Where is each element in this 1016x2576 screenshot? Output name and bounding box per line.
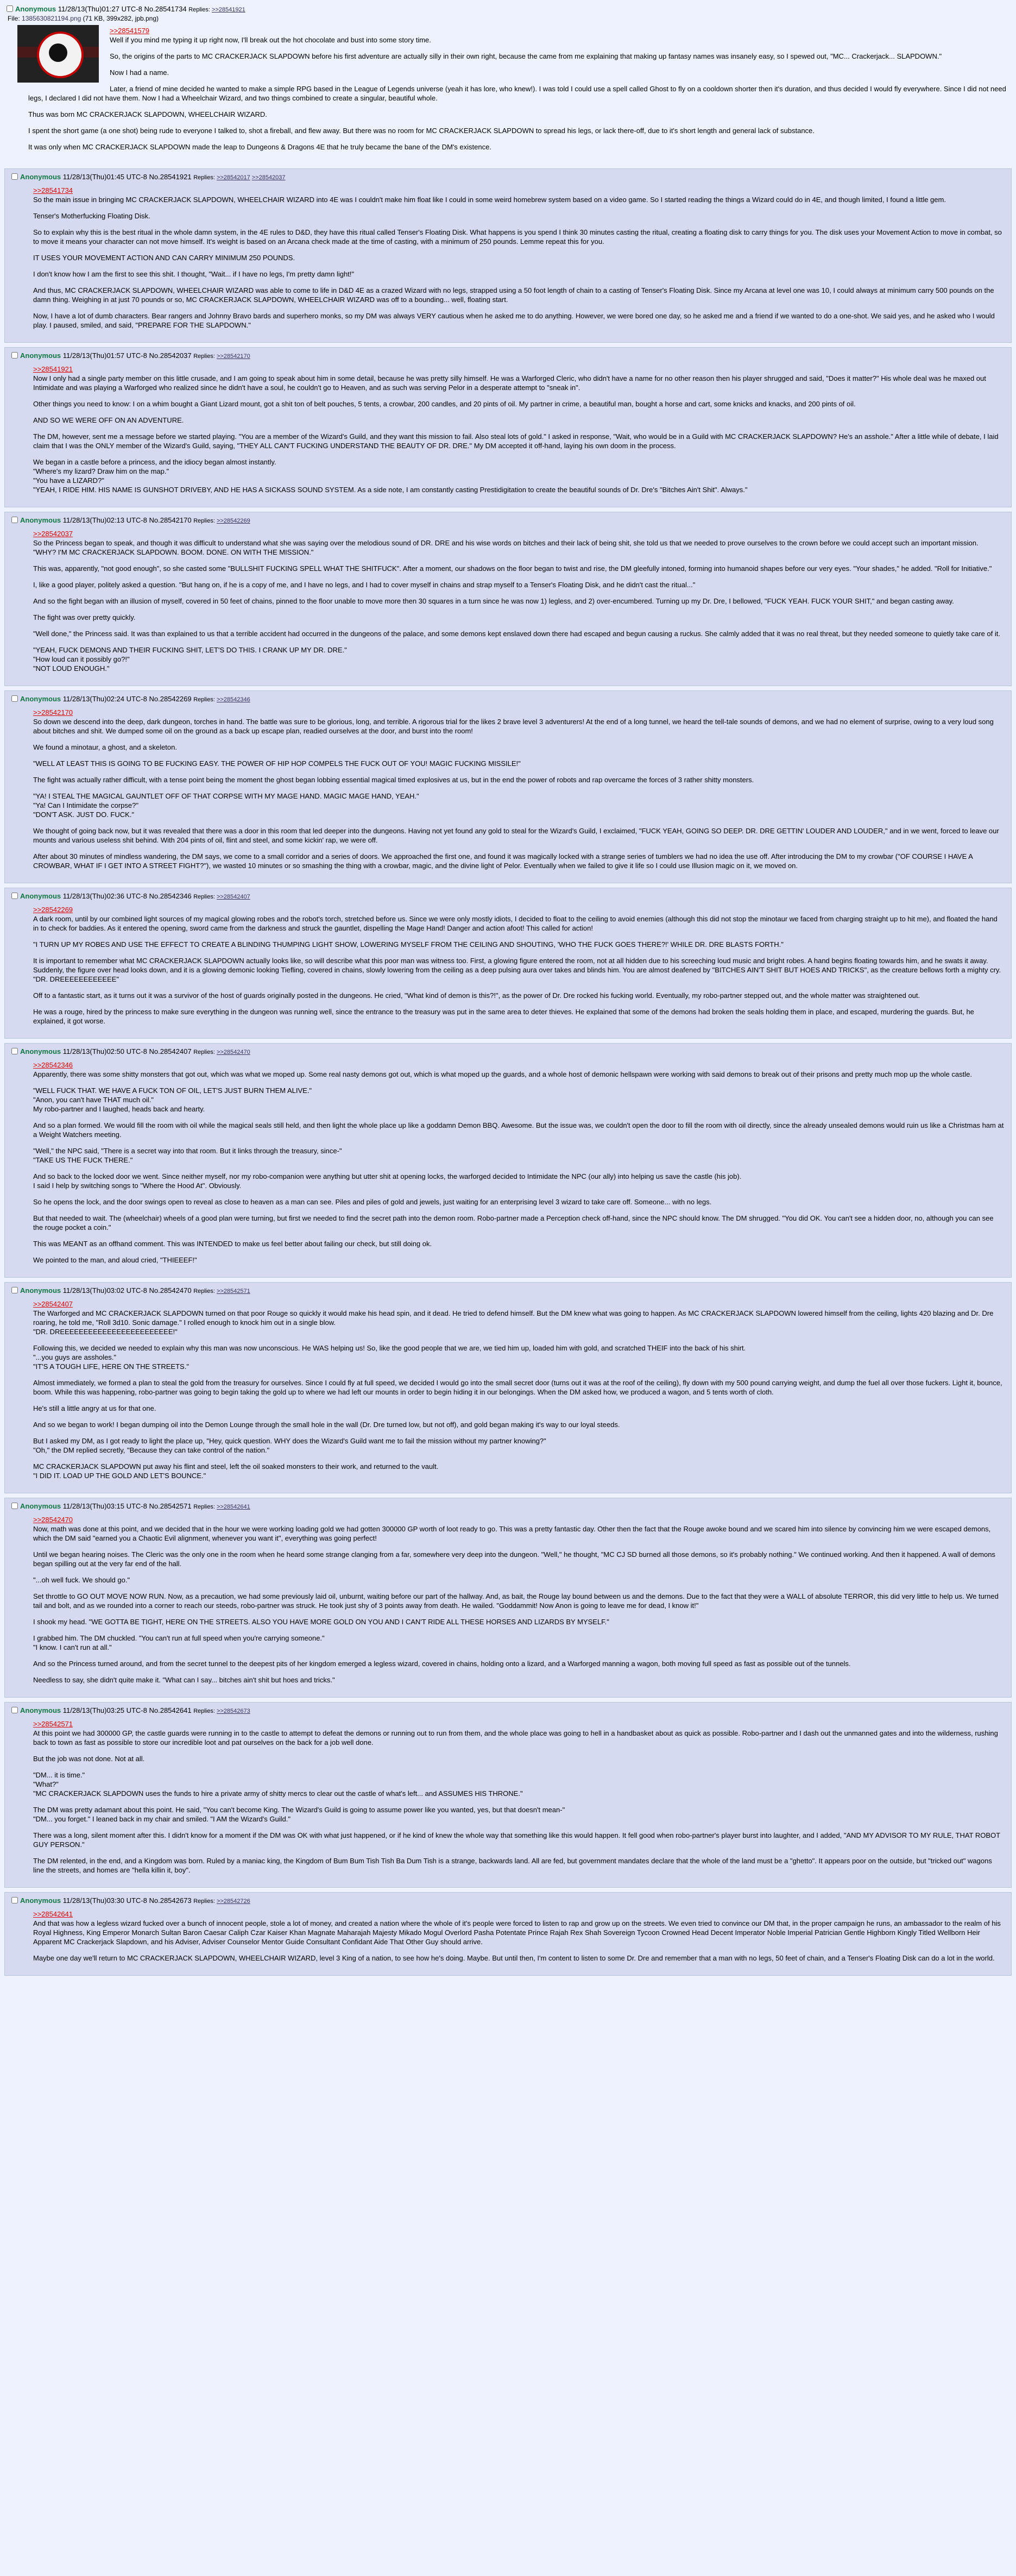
post-body (33, 1909, 1005, 1963)
post-header (11, 516, 1005, 526)
post-datetime-number[interactable]: 11/28/13(Thu)02:13 UTC-8 No.28542170 (62, 516, 192, 524)
post-body (28, 26, 1009, 152)
poster-name: Anonymous (15, 5, 56, 13)
reply-post (4, 888, 1012, 1039)
post-paragraph: Later, a friend of mine decided he wanted to make a simple RPG based in the League of Legends universe (yeah it has lore, who knew!). I was told I could use a spell called Ghost to fly on a cooldown shorter then it's duration, and thus decided I would fly everywhere. Since I did not need legs, I declared I did not have them. Now I had a Wheelchair Wizard, and two things combined to create a singular, beautiful whole. (28, 85, 1006, 102)
post-paragraph: And thus, MC CRACKERJACK SLAPDOWN, WHEELCHAIR WIZARD was able to come to life in D&D 4E as a crazed Wizard with no legs, strapped using a 50 foot length of chain to a casting of Tenser's Floating Disk. Since my Arcana at level one was 10, I could always at minimum carry 500 pounds on the damn thing. Weighing in at just 70 pounds or so, MC CRACKERJACK SLAPDOWN, WHEELCHAIR WIZARD was off to a bounding... well, floating start. (33, 286, 994, 304)
replies-list (193, 1049, 250, 1055)
reply-backlink[interactable]: >>28542037 (251, 174, 286, 181)
post-paragraph: MC CRACKERJACK SLAPDOWN put away his flint and steel, left the oil soaked monsters to their work, and returned to the vault. "I DID IT. LOAD UP THE GOLD AND LET'S BOUNCE." (33, 1462, 439, 1480)
replies-label: Replies: (193, 174, 215, 181)
reply-backlink[interactable]: >>28542571 (216, 1288, 250, 1295)
post-header (7, 4, 1009, 15)
post-paragraph: He's still a little angry at us for that one. (33, 1404, 156, 1412)
post-paragraph: IT USES YOUR MOVEMENT ACTION AND CAN CARRY MINIMUM 250 POUNDS. (33, 254, 295, 262)
poster-name: Anonymous (20, 351, 61, 360)
post-select-checkbox[interactable] (11, 1287, 18, 1293)
post-paragraph: "DM... it is time." "What?" "MC CRACKERJACK SLAPDOWN uses the funds to hire a private army of shitty mercs to clear out the castle of what's left... and ASSUMES HIS THRONE." (33, 1771, 523, 1798)
post-paragraph: Maybe one day we'll return to MC CRACKERJACK SLAPDOWN, WHEELCHAIR WIZARD, level 3 King of a nation, to see how he's doing. Maybe. But until then, I'm content to listen to some Dr. Dre and remember that a man with no legs, 50 feet of chain, and a Tenser's Floating Disk can do a lot in the world. (33, 1954, 995, 1962)
post-datetime-number[interactable]: 11/28/13(Thu)02:36 UTC-8 No.28542346 (62, 892, 192, 900)
reply-backlink[interactable]: >>28542726 (216, 1898, 250, 1905)
quote-link[interactable]: >>28541921 (33, 365, 73, 373)
post-select-checkbox[interactable] (11, 695, 18, 702)
post-paragraph: And so the fight began with an illusion of myself, covered in 50 feet of chains, pinned to the floor unable to move more then 30 squares in a turn since he was now 1) legless, and 2) over-encumbered. Turning up my Dr. Dre, I bellowed, "FUCK YEAH. FUCK YOUR SHIT," and began casting away. (33, 597, 954, 605)
post-paragraph: But the job was not done. Not at all. (33, 1755, 145, 1763)
file-label: File: (8, 15, 20, 22)
reply-backlink[interactable]: >>28542673 (216, 1708, 250, 1714)
quote-link[interactable]: >>28542641 (33, 1910, 73, 1918)
replies-label: Replies: (193, 1288, 215, 1295)
reply-backlink[interactable]: >>28541921 (211, 7, 245, 13)
post-paragraph: This was MEANT as an offhand comment. This was INTENDED to make us feel better about failing our check, but still doing ok. (33, 1240, 432, 1248)
post-paragraph: I grabbed him. The DM chuckled. "You can't run at full speed when you're carrying someone." "I know. I can't run at all." (33, 1634, 325, 1651)
post-datetime-number[interactable]: 11/28/13(Thu)03:15 UTC-8 No.28542571 (62, 1502, 192, 1510)
post-datetime-number[interactable]: 11/28/13(Thu)03:02 UTC-8 No.28542470 (62, 1286, 192, 1295)
post-paragraph: "YA! I STEAL THE MAGICAL GAUNTLET OFF OF THAT CORPSE WITH MY MAGE HAND. MAGIC MAGE HAND, YEAH." "Ya! Can I Intimidate the corpse?" "DON'T ASK. JUST DO. FUCK." (33, 792, 419, 819)
post-body (33, 529, 1005, 673)
replies-list (193, 894, 250, 900)
post-paragraph: We found a minotaur, a ghost, and a skeleton. (33, 743, 177, 751)
replies-label: Replies: (193, 1049, 215, 1055)
post-body (33, 708, 1005, 870)
quote-link[interactable]: >>28542571 (33, 1720, 73, 1728)
reply-backlink[interactable]: >>28542407 (216, 894, 250, 900)
post-select-checkbox[interactable] (11, 1048, 18, 1054)
poster-name: Anonymous (20, 695, 61, 703)
replies-label: Replies: (193, 518, 215, 524)
quote-link[interactable]: >>28542470 (33, 1516, 73, 1524)
op-post (4, 3, 1012, 164)
post-datetime-number[interactable]: 11/28/13(Thu)03:25 UTC-8 No.28542641 (62, 1706, 192, 1714)
post-body (33, 1299, 1005, 1480)
post-paragraph: Other things you need to know: I on a whim bought a Giant Lizard mount, got a shit ton of belt pouches, 5 tents, a crowbar, 200 candles, and 20 pints of oil. My partner in crime, a beautiful man, bought a horse and cart, some knicks and knacks, and 200 pints of oil. (33, 400, 856, 408)
post-paragraph: We began in a castle before a princess, and the idiocy began almost instantly. "Where's my lizard? Draw him on the map." "You have a LIZARD?" "YEAH, I RIDE HIM. HIS NAME IS GUNSHOT DRIVEBY, AND HE HAS A SICKASS SOUND SYSTEM. As a side note, I am constantly casting Prestidigitation to create the beautiful sounds of Dr. Dre's "Bitches Ain't Shit". Always." (33, 458, 748, 494)
post-datetime-number[interactable]: 11/28/13(Thu)01:27 UTC-8 No.28541734 (58, 5, 187, 13)
post-paragraph: But that needed to wait. The (wheelchair) wheels of a good plan were turning, but first we needed to find the secret path into the demon room. Robo-partner made a Perception check off-hand, since the NPC should know. The DM shrugged. "You did OK. You can't see a hidden door, no, although you can see the rouge pocket a coin." (33, 1214, 994, 1232)
poster-name: Anonymous (20, 1286, 61, 1295)
replies-label: Replies: (193, 696, 215, 703)
post-body (33, 365, 1005, 494)
quote-link[interactable]: >>28542269 (33, 906, 73, 914)
post-paragraph: Needless to say, she didn't quite make it. "What can I say... bitches ain't shit but hoes and tricks." (33, 1676, 335, 1684)
reply-backlink[interactable]: >>28542470 (216, 1049, 250, 1055)
post-select-checkbox[interactable] (11, 1503, 18, 1509)
post-paragraph: The DM, however, sent me a message before we started playing. "You are a member of the Wizard's Guild, and they want this mission to fail. Also steal lots of gold." I asked in response, "Wait, who would be in a Guild with MC CRACKERJACK SLAPDOWN? He's an asshole." After a little while of debate, I laid claim that I was the ONLY member of the Wizard's Guild, saying, "THEY ALL CAN'T FUCKING UNDERSTAND THE BEAUTY OF DR. DRE." My DM accepted it off-hand, laying his own doom in the process. (33, 432, 999, 450)
replies-list (193, 174, 285, 181)
replies-label: Replies: (193, 1898, 215, 1905)
post-select-checkbox[interactable] (11, 517, 18, 523)
post-paragraph: At this point we had 300000 GP, the castle guards were running in to the castle to attempt to defeat the demons or running out to run from them, and the whole place was going to hell in a handbasket about as quick as possible. Robo-partner and I dash out the unmanned gates and into the wilderness, rushing back to town as fast as possible to store our incredible loot and pat ourselves on the back for a job well done. (33, 1729, 998, 1746)
post-paragraph: "Well," the NPC said, "There is a secret way into that room. But it links through the treasury, since-" "TAKE US THE FUCK THERE." (33, 1147, 342, 1164)
post-body (33, 186, 1005, 330)
replies-label: Replies: (193, 894, 215, 900)
reply-backlink[interactable]: >>28542269 (216, 518, 250, 524)
file-details: (71 KB, 399x282, jpb.png) (83, 15, 159, 22)
post-paragraph: There was a long, silent moment after this. I didn't know for a moment if the DM was OK with what just happened, or if he kind of knew the whole way that something like this would happen. It fell good when robo-partner's player burst into laughter, and I added, "AND MY ADVISOR TO MY RULE, THAT ROBOT GUY PERSON." (33, 1831, 1000, 1849)
file-info (8, 15, 1009, 23)
quote-link[interactable]: >>28542170 (33, 708, 73, 717)
post-paragraph: It was only when MC CRACKERJACK SLAPDOWN made the leap to Dungeons & Dragons 4E that he truly became the bane of the DM's existence. (28, 143, 491, 151)
post-paragraph: So down we descend into the deep, dark dungeon, torches in hand. The battle was sure to be glorious, long, and terrible. A rigorous trial for the likes 2 brave level 3 adventurers! At the end of a long tunnel, we heard the tell-tale sounds of demons, and we had no element of surprise, owing to a very loud song about bitches and shit. We dumped some oil on the ground as a back up escape plan, readied ourselves at the door, and burst into the room! (33, 718, 994, 735)
post-paragraph: The DM was pretty adamant about this point. He said, "You can't become King. The Wizard's Guild is going to assume power like you wanted, yes, but that doesn't mean-" "DM... you forget." I leaned back in my chair and smiled. "I AM the Wizard's Guild." (33, 1806, 565, 1823)
replies-label: Replies: (193, 1504, 215, 1510)
post-paragraph: Almost immediately, we formed a plan to steal the gold from the treasury for ourselves. Since I could fly at full speed, we decided I would go into the small secret door (turns out it was at the roof of the ceiling), fly down with my 500 pound carrying weight, and dump the fuel all over those fuckers. Light it, bounce, boom. While this was happening, robo-partner was going to begin taking the gold up to where we had left our mounts in order to begin hiding it in our belongings. When the DM asked how, we produced a wagon, and 5 tents worth of cloth. (33, 1379, 1002, 1396)
poster-name: Anonymous (20, 516, 61, 524)
quote-link[interactable]: >>28541579 (110, 27, 150, 35)
post-paragraph: I don't know how I am the first to see this shit. I thought, "Wait... if I have no legs, I'm pretty damn light!" (33, 270, 355, 278)
post-paragraph: "Well done," the Princess said. It was than explained to us that a terrible accident had occurred in the dungeons of the palace, and some demons kept enslaved down there had escaped and begun causing a ruckus. She calmly added that it was no real threat, but they needed someone to quietly take care of it. (33, 630, 1000, 638)
poster-name: Anonymous (20, 1706, 61, 1714)
post-select-checkbox[interactable] (7, 5, 13, 12)
post-paragraph: Apparently, there was some shitty monsters that got out, which was what we moped up. Some real nasty demons got out, which is what moped up the guards, and a whole host of demonic hellspawn were working with said demons to break out of their prisons and pretty much mop up the whole castle. (33, 1070, 972, 1078)
post-paragraph: The fight was over pretty quickly. (33, 613, 136, 621)
post-paragraph: Now I only had a single party member on this little crusade, and I am going to speak about him in some detail, because he was pretty silly himself. He was a Warforged Cleric, who didn't have a name for no other reason then his player shrugged and said, "Does it matter?" His whole deal was he maxed out Intimidate and was playing a Warforged who realized since he didn't have a soul, he couldn't go to Heaven, and as such was serving Pelor in a desperate attempt to "sneak in". (33, 374, 986, 392)
post-paragraph: The fight was actually rather difficult, with a tense point being the moment the ghost began lobbing essential magical timed explosives at us, but in the end the power of robots and rap overcame the forces of 3 rather shitty monsters. (33, 776, 754, 784)
post-paragraph: Tenser's Motherfucking Floating Disk. (33, 212, 150, 220)
post-body (33, 1060, 1005, 1265)
post-paragraph: Now, math was done at this point, and we decided that in the hour we were working loading gold we had gotten 300000 GP worth of loot ready to go. This was a pretty fantastic day. Other then the fact that the Rouge awoke bound and we scared him into silence by convincing him we were escaped demons, which the DM said "earned you a Chaotic Evil alignment, whenever you want it", everything was going perfect! (33, 1525, 991, 1542)
poster-name: Anonymous (20, 1502, 61, 1510)
post-paragraph: And so back to the locked door we went. Since neither myself, nor my robo-companion were anything but utter shit at opening locks, the warforged decided to Intimidate the NPC (our ally) into helping us save the castle (his job). I said I help by switching songs to "Where the Hood At". Obviously. (33, 1172, 742, 1190)
post-header (11, 172, 1005, 183)
post-datetime-number[interactable]: 11/28/13(Thu)01:57 UTC-8 No.28542037 (62, 351, 192, 360)
reply-post (4, 1043, 1012, 1278)
post-datetime-number[interactable]: 11/28/13(Thu)02:24 UTC-8 No.28542269 (62, 695, 192, 703)
file-link[interactable]: 1385630821194.png (22, 15, 81, 22)
reply-backlink[interactable]: >>28542170 (216, 353, 250, 360)
post-paragraph: Now I had a name. (110, 68, 169, 77)
post-paragraph: The DM relented, in the end, and a Kingdom was born. Ruled by a maniac king, the Kingdom of Bum Bum Tish Tish Ba Dum Tish is a strange, backwards land. All are fed, but government mandates declare that the whole of the land must be a "ghetto". It appears poor on the outside, but "tricked out" wagons line the streets, and homes are "hella killin it, boy". (33, 1857, 992, 1874)
post-paragraph: This was, apparently, "not good enough", so she casted some "BULLSHIT FUCKING SPELL WHAT THE SHITFUCK". After a moment, our shadows on the floor began to twist and rise, the DM gleefully intoned, forming into humanoid shapes before our very eyes. "Your shades," he added. "Roll for Initiative." (33, 564, 992, 573)
post-header (11, 1286, 1005, 1296)
post-select-checkbox[interactable] (11, 352, 18, 359)
post-paragraph: "...oh well fuck. We should go." (33, 1576, 130, 1584)
post-paragraph: So, the origins of the parts to MC CRACKERJACK SLAPDOWN before his first adventure are actually silly in their own right, because the came from me explaining that making up fantasy names was insanely easy, so I spewed out, "MC... Crackerjack... SLAPDOWN." (110, 52, 942, 60)
poster-name: Anonymous (20, 1047, 61, 1055)
post-datetime-number[interactable]: 11/28/13(Thu)01:45 UTC-8 No.28541921 (62, 173, 192, 181)
poster-name: Anonymous (20, 173, 61, 181)
post-paragraph: I shook my head. "WE GOTTA BE TIGHT, HERE ON THE STREETS. ALSO YOU HAVE MORE GOLD ON YOU AND I CAN'T RIDE ALL THESE HORSES AND LIZARDS BY MYSELF." (33, 1618, 609, 1626)
reply-backlink[interactable]: >>28542017 (216, 174, 250, 181)
post-paragraph: "WELL AT LEAST THIS IS GOING TO BE FUCKING EASY. THE POWER OF HIP HOP COMPELS THE FUCK OUT OF YOU! MAGIC FUCKING MISSILE!" (33, 759, 521, 768)
post-paragraph: So the Princess began to speak, and though it was difficult to understand what she was saying over the melodious sound of DR. DRE and his wise words on bitches and their lack of being shit, she told us that we needed to prove ourselves to the crown before we could accept such an important mission. "WHY? I'M MC CRACKERJACK SLAPDOWN. BOOM. DONE. ON WITH THE MISSION." (33, 539, 979, 556)
reply-post (4, 347, 1012, 507)
replies-list (193, 353, 250, 360)
post-select-checkbox[interactable] (11, 1707, 18, 1713)
post-body (33, 905, 1005, 1026)
post-paragraph: "YEAH, FUCK DEMONS AND THEIR FUCKING SHIT, LET'S DO THIS. I CRANK UP MY DR. DRE." "How loud can it possibly go?!" "NOT LOUD ENOUGH." (33, 646, 347, 673)
poster-name: Anonymous (20, 892, 61, 900)
post-paragraph: And so we began to work! I began dumping oil into the Demon Lounge through the small hole in the wall (Dr. Dre turned low, but not off), and gold began making it's way to our loyal steeds. (33, 1421, 620, 1429)
replies-list (193, 1288, 250, 1295)
reply-post (4, 1892, 1012, 1976)
replies-list (193, 696, 250, 703)
post-select-checkbox[interactable] (11, 1897, 18, 1903)
post-datetime-number[interactable]: 11/28/13(Thu)02:50 UTC-8 No.28542407 (62, 1047, 192, 1055)
post-header (11, 891, 1005, 902)
post-paragraph: He was a rouge, hired by the princess to make sure everything in the dungeon was running well, since the entrance to the treasury was put in the same area to deter thieves. He explained that some of the demons had broken the seals holding them in place, and escaped, murdering the guards. But, he explained, it got worse. (33, 1008, 974, 1025)
post-paragraph: We pointed to the man, and aloud cried, "THIEEEF!" (33, 1256, 197, 1264)
reply-post (4, 1702, 1012, 1888)
post-paragraph: Following this, we decided we needed to explain why this man was now unconscious. He WAS helping us! So, like the good people that we are, we tied him up, loaded him with gold, and scratched THEIF into the back of his shirt. "...you guys are assholes." "IT'S A TOUGH LIFE, HERE ON THE STREETS." (33, 1344, 746, 1371)
replies-label: Replies: (193, 1708, 215, 1714)
replies-list (188, 7, 245, 13)
post-header (11, 1047, 1005, 1057)
post-paragraph: But I asked my DM, as I got ready to light the place up, "Hey, quick question. WHY does the Wizard's Guild want me to fail the mission without my partner knowing?" "Oh," the DM replied secretly, "Because they can take control of the nation." (33, 1437, 546, 1454)
reply-post (4, 1282, 1012, 1493)
reply-backlink[interactable]: >>28542346 (216, 696, 250, 703)
post-paragraph: Now, I have a lot of dumb characters. Bear rangers and Johnny Bravo bards and superhero monks, so my DM was always VERY cautious when he asked me to do anything. However, we were bored one day, so he asked me and a friend if we wanted to do a one-shot. We said yes, and he asked who I would play. I paused, smiled, and said, "PREPARE FOR THE SLAPDOWN." (33, 312, 995, 329)
post-select-checkbox[interactable] (11, 893, 18, 899)
replies-label: Replies: (193, 353, 215, 360)
post-paragraph: Well if you mind me typing it up right now, I'll break out the hot chocolate and bust into some story time. (110, 36, 431, 44)
post-body (33, 1515, 1005, 1685)
reply-post (4, 168, 1012, 343)
post-paragraph: Off to a fantastic start, as it turns out it was a survivor of the host of guards originally posted in the dungeons. He cried, "What kind of demon is this?!", as the power of Dr. Dre rocked his fucking world. Eventually, my robo-partner stepped out, and the whole matter was straightened out. (33, 991, 920, 1000)
quote-link[interactable]: >>28542407 (33, 1300, 73, 1308)
post-paragraph: It is important to remember what MC CRACKERJACK SLAPDOWN actually looks like, so will describe what this poor man was witness too. First, a glowing figure entered the room, not at all hidden due to his screeching loud music and bright robes. A hand begins floating towards him, and he swats it away. Suddenly, the figure over head looks down, and it is a glowing demonic looking Tiefling, covered in chains, slowly lowering from the ceiling as a deep pulsing aura over takes and blinds him. You are almost deafened by "BITCHES AIN'T SHIT BUT HOES AND TRICKS", as the creature bellows forth a mighty cry. "DR. DREEEEEEEEEEEE" (33, 957, 1001, 983)
reply-post (4, 690, 1012, 883)
post-header (11, 1896, 1005, 1906)
post-body (33, 1719, 1005, 1875)
post-paragraph: We thought of going back now, but it was revealed that there was a door in this room that led deeper into the dungeons. Having not yet found any gold to steal for the Wizard's Guild, I exclaimed, "FUCK YEAH, GOING SO DEEP. DR. DRE GETTIN' LOUDER AND LOUDER," and in we went, forced to leave our mounts and various useless shit behind. With 204 pints of oil, flint and steel, and some kickin' rap, we were off. (33, 827, 999, 844)
post-paragraph: "WELL FUCK THAT. WE HAVE A FUCK TON OF OIL, LET'S JUST BURN THEM ALIVE." "Anon, you can't have THAT much oil." My robo-partner and I laughed, heads back and hearty. (33, 1086, 312, 1113)
post-select-checkbox[interactable] (11, 173, 18, 180)
replies-list (193, 1708, 250, 1714)
post-paragraph: And so a plan formed. We would fill the room with oil while the magical seals still held, and then light the whole place up like a goddamn Demon BBQ. Awesome. But the issue was, we couldn't open the door to fill the room with oil directly, since the already unsealed demons would ruin us like a Christmas ham at a Weight Watchers meeting. (33, 1121, 1004, 1139)
post-paragraph: Until we began hearing noises. The Cleric was the only one in the room when he heard some strange clanging from a far, somewhere very deep into the dungeon. "Well," he thought, "MC CJ SD burned all those demons, so it's probably nothing." We continued working. And then it happened. A wall of demons began spilling out at the very far end of the hall. (33, 1550, 995, 1568)
quote-link[interactable]: >>28542346 (33, 1061, 73, 1069)
post-paragraph: Set throttle to GO OUT MOVE NOW RUN. Now, as a precaution, we had some previously laid oil, unburnt, waiting before our part of the hallway. And, as bait, the Rouge lay bound between us and the demons. Due to the fact that they were a WALL of absolute TERROR, this did very little to help us. We turned tail and bolt, and as we rounded into a corner to reach our steeds, robo-partner was struck. He took just shy of 3 points away from death. He wailed. "Goddammit! Now Anon is going to leave me for dead, I know it!" (33, 1592, 999, 1610)
post-paragraph: I spent the short game (a one shot) being rude to everyone I talked to, shot a fireball, and flew away. But there was no room for MC CRACKERJACK SLAPDOWN to spread his legs, or lack there-off, due to it's short length and general lack of substance. (28, 127, 815, 135)
replies-list (193, 518, 250, 524)
replies-list (193, 1898, 250, 1905)
post-paragraph: AND SO WE WERE OFF ON AN ADVENTURE. (33, 416, 184, 424)
post-paragraph: I, like a good player, politely asked a question. "But hang on, if he is a copy of me, and I have no legs, and I had to cover myself in chains and strap myself to a Tenser's Floating Disk, and he didn't cast the ritual..." (33, 581, 696, 589)
reply-backlink[interactable]: >>28542641 (216, 1504, 250, 1510)
post-paragraph: So to explain why this is the best ritual in the whole damn system, in the 4E rules to D&D, they have this ritual called Tenser's Floating Disk. What happens is you spend I think 30 minutes casting the ritual, creating a floating disk to carry things for you. The disk uses your Movement Action to move in combat, so to move it means your character can not move himself. It's weight is based on an Arcana check made at the time of casting, with a minimum of 250 pounds. Lemme repeat this for you. (33, 228, 1002, 246)
quote-link[interactable]: >>28542037 (33, 530, 73, 538)
post-paragraph: A dark room, until by our combined light sources of my magical glowing robes and the robot's torch, stretched before us. Since we were only mostly idiots, I decided to float to the ceiling to avoid enemies (although this did not stop the minotaur we faced from charging straight up to hit me), and floated the hand in to check for baddies. As it entered the opening, sword came from the darkness and struck the gauntlet, dispelling the Mage Hand! Danger and action afoot! This called for action! (33, 915, 998, 932)
post-datetime-number[interactable]: 11/28/13(Thu)03:30 UTC-8 No.28542673 (62, 1896, 192, 1905)
replies-list (193, 1504, 250, 1510)
reply-post (4, 1498, 1012, 1698)
post-paragraph: And that was how a legless wizard fucked over a bunch of innocent people, stole a lot of money, and created a nation where the whole of it's people were forced to listen to rap and grow up on the streets. We even tried to convince our DM that, in the proper campaign he runs, an ambassador to the realm of his Royal Highness, King Emperor Monarch Sultan Baron Caesar Caliph Czar Kaiser Khan Magnate Maharajah Majesty Mikado Mogul Overlord Pasha Potentate Prince Rajah Rex Shah Sovereign Tycoon Crowned Head Decent Imperator Noble Imperial Patrician Gentle Highborn Kingly Titled Wellborn Heir Apparent MC Crackerjack Slapdown, and his Adviser, Adviser Counselor Mentor Guide Consultant Confidant Aide That Other Guy should arrive. (33, 1919, 1001, 1946)
post-paragraph: And so the Princess turned around, and from the secret tunnel to the deepest pits of her kingdom emerged a legless wizard, covered in chains, holding onto a lizard, and a Warforged manning a wagon, both moving full speed as fast as possible out of the tunnels. (33, 1660, 851, 1668)
post-header (11, 351, 1005, 361)
post-header (11, 1706, 1005, 1716)
post-thumbnail-image[interactable] (17, 25, 99, 83)
replies-label: Replies: (188, 7, 210, 13)
post-header (11, 1501, 1005, 1512)
post-paragraph: After about 30 minutes of mindless wandering, the DM says, we come to a small corridor and a series of doors. We approached the first one, and found it was magically locked with a strange series of tumblers we had no idea the use off. After introducing the DM to my crowbar ("OF COURSE I HAVE A CROWBAR, WHAT IF I GET INTO A STREET FIGHT?"), we wasted 10 minutes or so smashing the thing with a crowbar, magic, and the divine light of Pelor. Eventually when we failed to give it life so I could use Illusion magic on it, we moved on. (33, 852, 973, 870)
quote-link[interactable]: >>28541734 (33, 186, 73, 194)
post-header (11, 694, 1005, 705)
post-paragraph: Thus was born MC CRACKERJACK SLAPDOWN, WHEELCHAIR WIZARD. (28, 110, 267, 118)
post-paragraph: The Warforged and MC CRACKERJACK SLAPDOWN turned on that poor Rouge so quickly it would make his head spin, and it dead. He tried to defend himself. But the DM knew what was going to happen. As MC CRACKERJACK SLAPDOWN lowered himself from the ceiling, lights 420 blazing and Dr. Dre roaring, he told me, "Roll 3d10. Sonic damage." I rolled enough to knock him out in a single blow. "DR. DREEEEEEEEEEEEEEEEEEEEEEEE!" (33, 1309, 994, 1336)
reply-post (4, 512, 1012, 686)
poster-name: Anonymous (20, 1896, 61, 1905)
post-paragraph: So he opens the lock, and the door swings open to reveal as close to heaven as a man can see. Piles and piles of gold and jewels, just waiting for an enterprising level 3 wizard to take care off. Someone... with no legs. (33, 1198, 712, 1206)
post-paragraph: So the main issue in bringing MC CRACKERJACK SLAPDOWN, WHEELCHAIR WIZARD into 4E was I couldn't make him float like I could in some weird homebrew system based on a video game. So I started reading the things a Wizard could do in 4E, and though limited, I found a little gem. (33, 196, 946, 204)
post-paragraph: "I TURN UP MY ROBES AND USE THE EFFECT TO CREATE A BLINDING THUMPING LIGHT SHOW, LOWERING MYSELF FROM THE CEILING AND SHOUTING, 'WHO THE FUCK GOES THERE?!' WHILE DR. DRE BLASTS FORTH." (33, 940, 784, 948)
